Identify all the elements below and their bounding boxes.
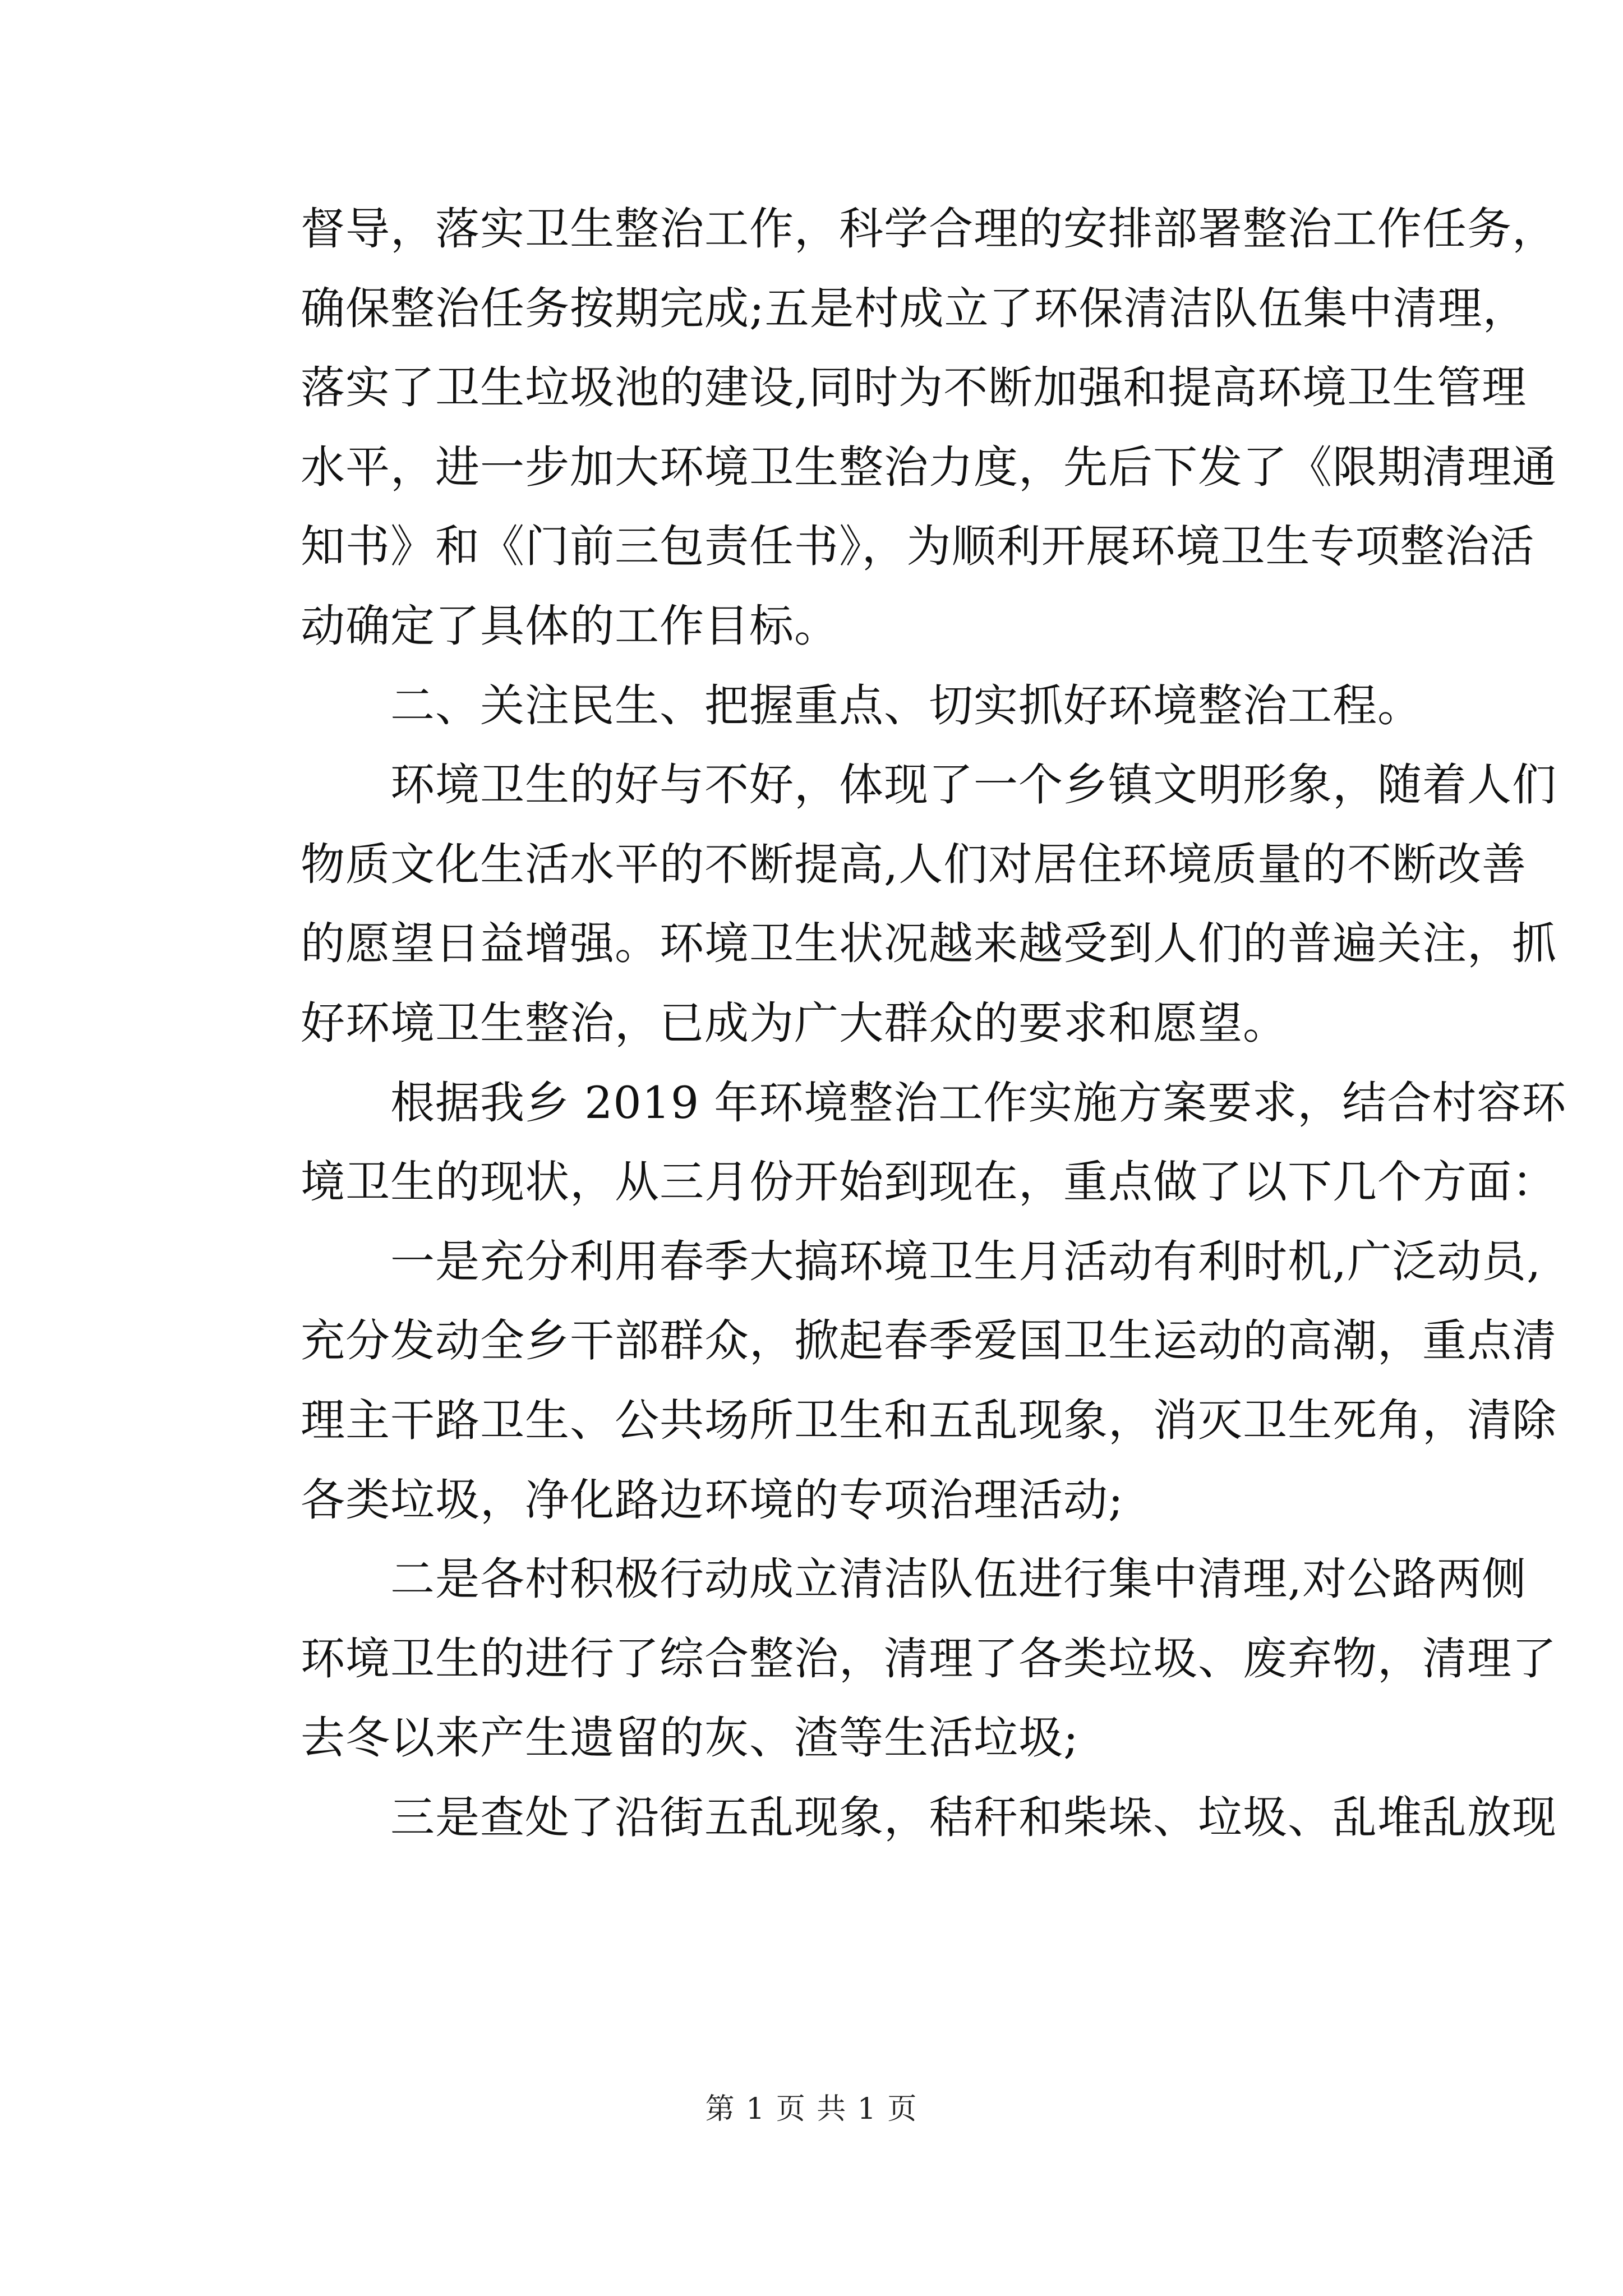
paragraph-line: 理主干路卫生、公共场所卫生和五乱现象，消灭卫生死角，清除 [301, 1394, 1557, 1446]
paragraph-line: 确保整治任务按期完成;五是村成立了环保清洁队伍集中清理， [301, 282, 1528, 334]
paragraph-line: 二是各村积极行动成立清洁队伍进行集中清理,对公路两侧 [390, 1553, 1527, 1605]
paragraph-line: 动确定了具体的工作目标。 [301, 600, 839, 652]
paragraph-line: 去冬以来产生遗留的灰、渣等生活垃圾; [301, 1712, 1079, 1764]
paragraph-line: 各类垃圾，净化路边环境的专项治理活动; [301, 1474, 1124, 1526]
document-body [301, 190, 1567, 1857]
paragraph-line: 三是查处了沿街五乱现象，秸秆和柴垛、垃圾、乱堆乱放现 [390, 1791, 1557, 1843]
paragraph-line: 落实了卫生垃圾池的建设,同时为不断加强和提高环境卫生管理 [301, 362, 1527, 414]
section-heading: 二、关注民生、把握重点、切实抓好环境整治工程。 [390, 679, 1422, 731]
paragraph-line: 知书》和《门前三包责任书》，为顺利开展环境卫生专项整治活 [301, 521, 1535, 573]
paragraph-line: 环境卫生的进行了综合整治，清理了各类垃圾、废弃物，清理了 [301, 1632, 1557, 1685]
paragraph-line: 环境卫生的好与不好，体现了一个乡镇文明形象，随着人们 [390, 759, 1557, 811]
paragraph-line: 物质文化生活水平的不断提高,人们对居住环境质量的不断改善 [301, 838, 1527, 890]
paragraph-line: 好环境卫生整治，已成为广大群众的要求和愿望。 [301, 997, 1288, 1049]
paragraph-line: 的愿望日益增强。环境卫生状况越来越受到人们的普遍关注，抓 [301, 918, 1557, 970]
paragraph-line: 水平，进一步加大环境卫生整治力度，先后下发了《限期清理通 [301, 441, 1557, 493]
paragraph-line: 境卫生的现状，从三月份开始到现在，重点做了以下几个方面： [301, 1156, 1557, 1208]
page-footer: 第 1 页 共 1 页 [705, 2092, 918, 2126]
paragraph-line: 督导，落实卫生整治工作，科学合理的安排部署整治工作任务， [301, 203, 1557, 255]
paragraph-line: 充分发动全乡干部群众，掀起春季爱国卫生运动的高潮，重点清 [301, 1315, 1557, 1367]
paragraph-line: 根据我乡 2019 年环境整治工作实施方案要求，结合村容环 [390, 1076, 1567, 1129]
paragraph-line: 一是充分利用春季大搞环境卫生月活动有利时机,广泛动员, [390, 1235, 1542, 1287]
